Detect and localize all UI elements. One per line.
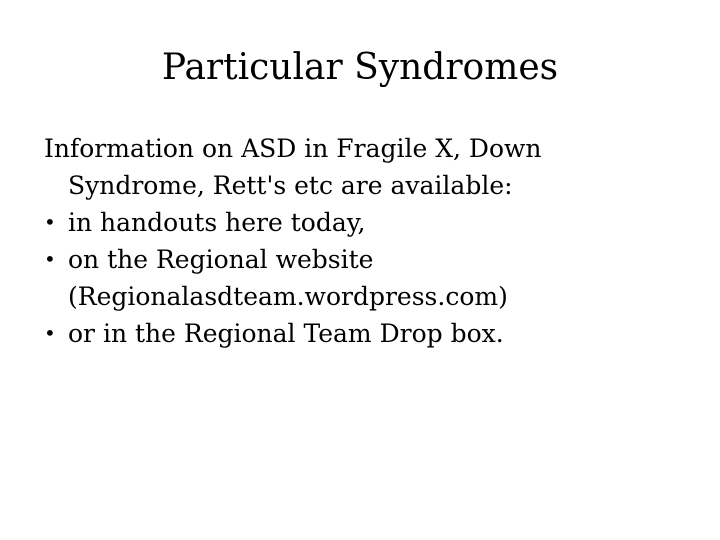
bullet-item-dropbox (44, 315, 684, 352)
bullet-list (44, 204, 684, 352)
bullet-text: in handouts here today, (68, 208, 366, 237)
bullet-icon: • (44, 210, 56, 234)
slide-body (44, 130, 684, 352)
bullet-item-handouts (44, 204, 684, 241)
bullet-text: or in the Regional Team Drop box. (68, 319, 504, 348)
intro-text: Information on ASD in Fragile X, Down Syndrome, Rett's etc are available: (44, 134, 542, 200)
bullet-icon: • (44, 321, 56, 345)
bullet-icon: • (44, 247, 56, 271)
bullet-item-website (44, 241, 684, 315)
slide-title: Particular Syndromes (161, 47, 559, 88)
bullet-text: on the Regional website (Regionalasdteam.wordpress.com) (68, 245, 508, 311)
